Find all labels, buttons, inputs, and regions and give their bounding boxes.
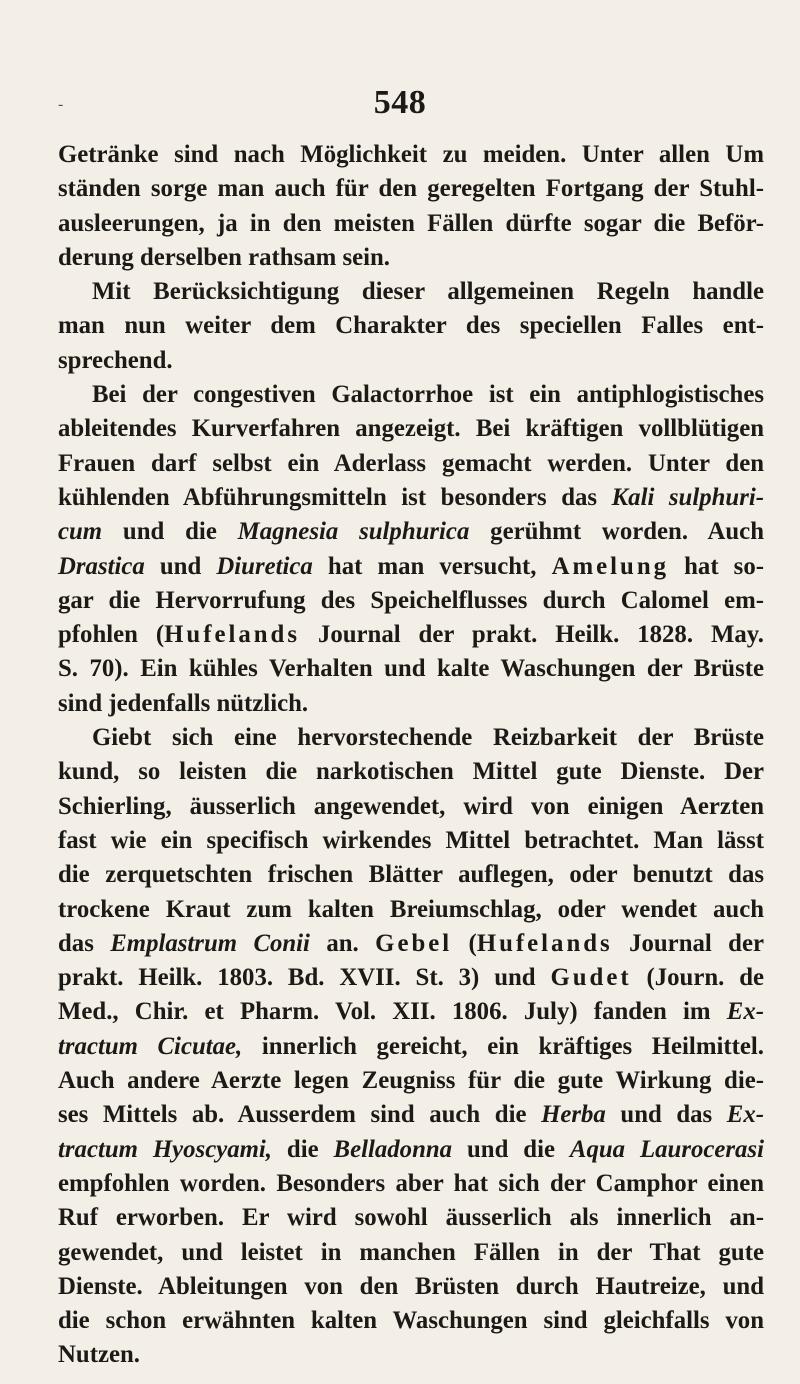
text-run: (Journ. de	[631, 964, 764, 992]
text-run: Auch andere Aerzte legen Zeugniss für die gute Wirkung die-	[58, 1067, 764, 1095]
text-line	[58, 1064, 764, 1098]
text-run: Journal der prakt. Heilk. 1828. May.	[300, 621, 764, 649]
text-line	[58, 790, 764, 824]
text-run: innerlich gereicht, ein kräftiges Heilmittel.	[242, 1032, 764, 1060]
text-line	[58, 1236, 764, 1270]
text-run: ausleerungen, ja in den meisten Fällen dürfte sogar die Beför-	[58, 209, 764, 237]
text-line	[58, 309, 764, 343]
text-line	[58, 584, 764, 618]
text-line	[58, 755, 764, 789]
text-run: prakt. Heilk. 1803. Bd. XVII. St. 3) und	[58, 964, 551, 992]
text-run: die zerquetschten frischen Blätter auflegen, oder benutzt das	[58, 861, 764, 889]
text-line	[58, 241, 764, 275]
text-run: an.	[309, 929, 376, 957]
text-run: trockene Kraut zum kalten Breiumschlag, oder wendet auch	[58, 895, 764, 923]
text-run: und	[144, 552, 217, 580]
spaced-name: Amelung	[551, 552, 670, 580]
text-line	[58, 275, 764, 309]
text-line	[58, 207, 764, 241]
text-run: die schon erwähnten kalten Waschungen sind gleichfalls von	[58, 1307, 764, 1335]
text-run: ständen sorge man auch für den geregelten Fortgang der Stuhl-	[58, 175, 764, 203]
text-run: und das	[605, 1101, 727, 1129]
text-run: Med., Chir. et Pharm. Vol. XII. 1806. July) fanden im	[58, 998, 727, 1026]
text-line	[58, 1133, 764, 1167]
italic-term: Aqua Laurocerasi	[569, 1135, 764, 1163]
text-run: Dienste. Ableitungen von den Brüsten durch Hautreize, und	[58, 1272, 764, 1300]
text-line	[58, 652, 764, 686]
text-run: ses Mittels ab. Ausserdem sind auch die	[58, 1101, 542, 1129]
text-run: die	[271, 1135, 334, 1163]
text-run: sind jedenfalls nützlich.	[58, 689, 309, 717]
text-run: (	[452, 929, 477, 957]
text-run: derung derselben rathsam sein.	[58, 243, 391, 271]
italic-term: Emplastrum Conii	[110, 929, 310, 957]
text-line	[58, 344, 764, 378]
text-run: Nutzen.	[58, 1341, 140, 1369]
text-line	[58, 550, 764, 584]
spaced-name: Hufelands	[476, 929, 613, 957]
italic-term: Ex-	[726, 998, 764, 1026]
text-line	[58, 1030, 764, 1064]
page-edge-mark: -	[58, 96, 64, 113]
italic-term: Belladonna	[333, 1135, 453, 1163]
text-run: Frauen darf selbst ein Aderlass gemacht werden. Unter den	[58, 449, 764, 477]
italic-term: Magnesia sulphurica	[237, 518, 470, 546]
spaced-name: Gebel	[375, 929, 453, 957]
text-line	[58, 721, 764, 755]
text-run: fast wie ein specifisch wirkendes Mittel betrachtet. Man lässt	[58, 826, 764, 854]
italic-term: Diuretica	[216, 552, 313, 580]
text-run: gerühmt worden. Auch	[469, 518, 764, 546]
text-run: sprechend.	[58, 346, 173, 374]
text-line	[58, 515, 764, 549]
text-run: kühlenden Abführungsmitteln ist besonders das	[58, 483, 612, 511]
text-line	[58, 995, 764, 1029]
text-line	[58, 412, 764, 446]
text-run: Mit Berücksichtigung dieser allgemeinen Regeln handle	[92, 278, 764, 306]
text-run: Schierling, äusserlich angewendet, wird von einigen Aerzten	[58, 792, 764, 820]
text-line	[58, 172, 764, 206]
text-run: gar die Hervorrufung des Speichelflusses durch Calomel em-	[58, 586, 764, 614]
italic-term: Kali sulphuri-	[611, 483, 765, 511]
text-run: pfohlen (	[58, 621, 165, 649]
text-line	[58, 687, 764, 721]
italic-term: cum	[58, 518, 103, 546]
text-line	[58, 481, 764, 515]
text-run: hat so-	[669, 552, 764, 580]
italic-term: Herba	[541, 1101, 606, 1129]
text-line	[58, 1304, 764, 1338]
text-line	[58, 858, 764, 892]
text-line	[58, 927, 764, 961]
text-line	[58, 893, 764, 927]
text-run: und die	[102, 518, 238, 546]
text-run: empfohlen worden. Besonders aber hat sich der Camphor einen	[58, 1169, 764, 1197]
italic-term: Drastica	[58, 552, 145, 580]
text-run: das	[58, 929, 111, 957]
text-run: S. 70). Ein kühles Verhalten und kalte Waschungen der Brüste	[58, 655, 764, 683]
spaced-name: Gudet	[550, 964, 632, 992]
text-run: und die	[452, 1135, 570, 1163]
text-line	[58, 961, 764, 995]
text-run: kund, so leisten die narkotischen Mittel gute Dienste. Der	[58, 758, 764, 786]
text-line	[58, 1167, 764, 1201]
body-text	[58, 138, 764, 1373]
text-line	[58, 1270, 764, 1304]
text-line	[58, 1201, 764, 1235]
spaced-name: Hufelands	[164, 621, 300, 649]
italic-term: tractum Cicutae,	[58, 1032, 243, 1060]
text-run: ableitendes Kurverfahren angezeigt. Bei kräftigen vollblütigen	[58, 415, 764, 443]
italic-term: Ex-	[726, 1101, 764, 1129]
text-line	[58, 824, 764, 858]
text-run: man nun weiter dem Charakter des speciellen Falles ent-	[58, 312, 764, 340]
text-run: Getränke sind nach Möglichkeit zu meiden. Unter allen Um	[58, 141, 764, 168]
page-number: 548	[373, 84, 427, 121]
text-run: Bei der congestiven Galactorrhoe ist ein antiphlogistisches	[92, 381, 764, 409]
text-line	[58, 1338, 764, 1372]
italic-term: tractum Hyoscyami,	[58, 1135, 272, 1163]
text-run: gewendet, und leistet in manchen Fällen in der That gute	[58, 1238, 764, 1266]
text-line	[58, 1098, 764, 1132]
text-run: Giebt sich eine hervorstechende Reizbarkeit der Brüste	[92, 724, 764, 752]
text-line	[58, 618, 764, 652]
text-line	[58, 378, 764, 412]
text-run: hat man versucht,	[312, 552, 552, 580]
text-line	[58, 138, 764, 172]
text-line	[58, 447, 764, 481]
text-run: Journal der	[612, 929, 764, 957]
text-run: Ruf erworben. Er wird sowohl äusserlich als innerlich an-	[58, 1204, 764, 1232]
